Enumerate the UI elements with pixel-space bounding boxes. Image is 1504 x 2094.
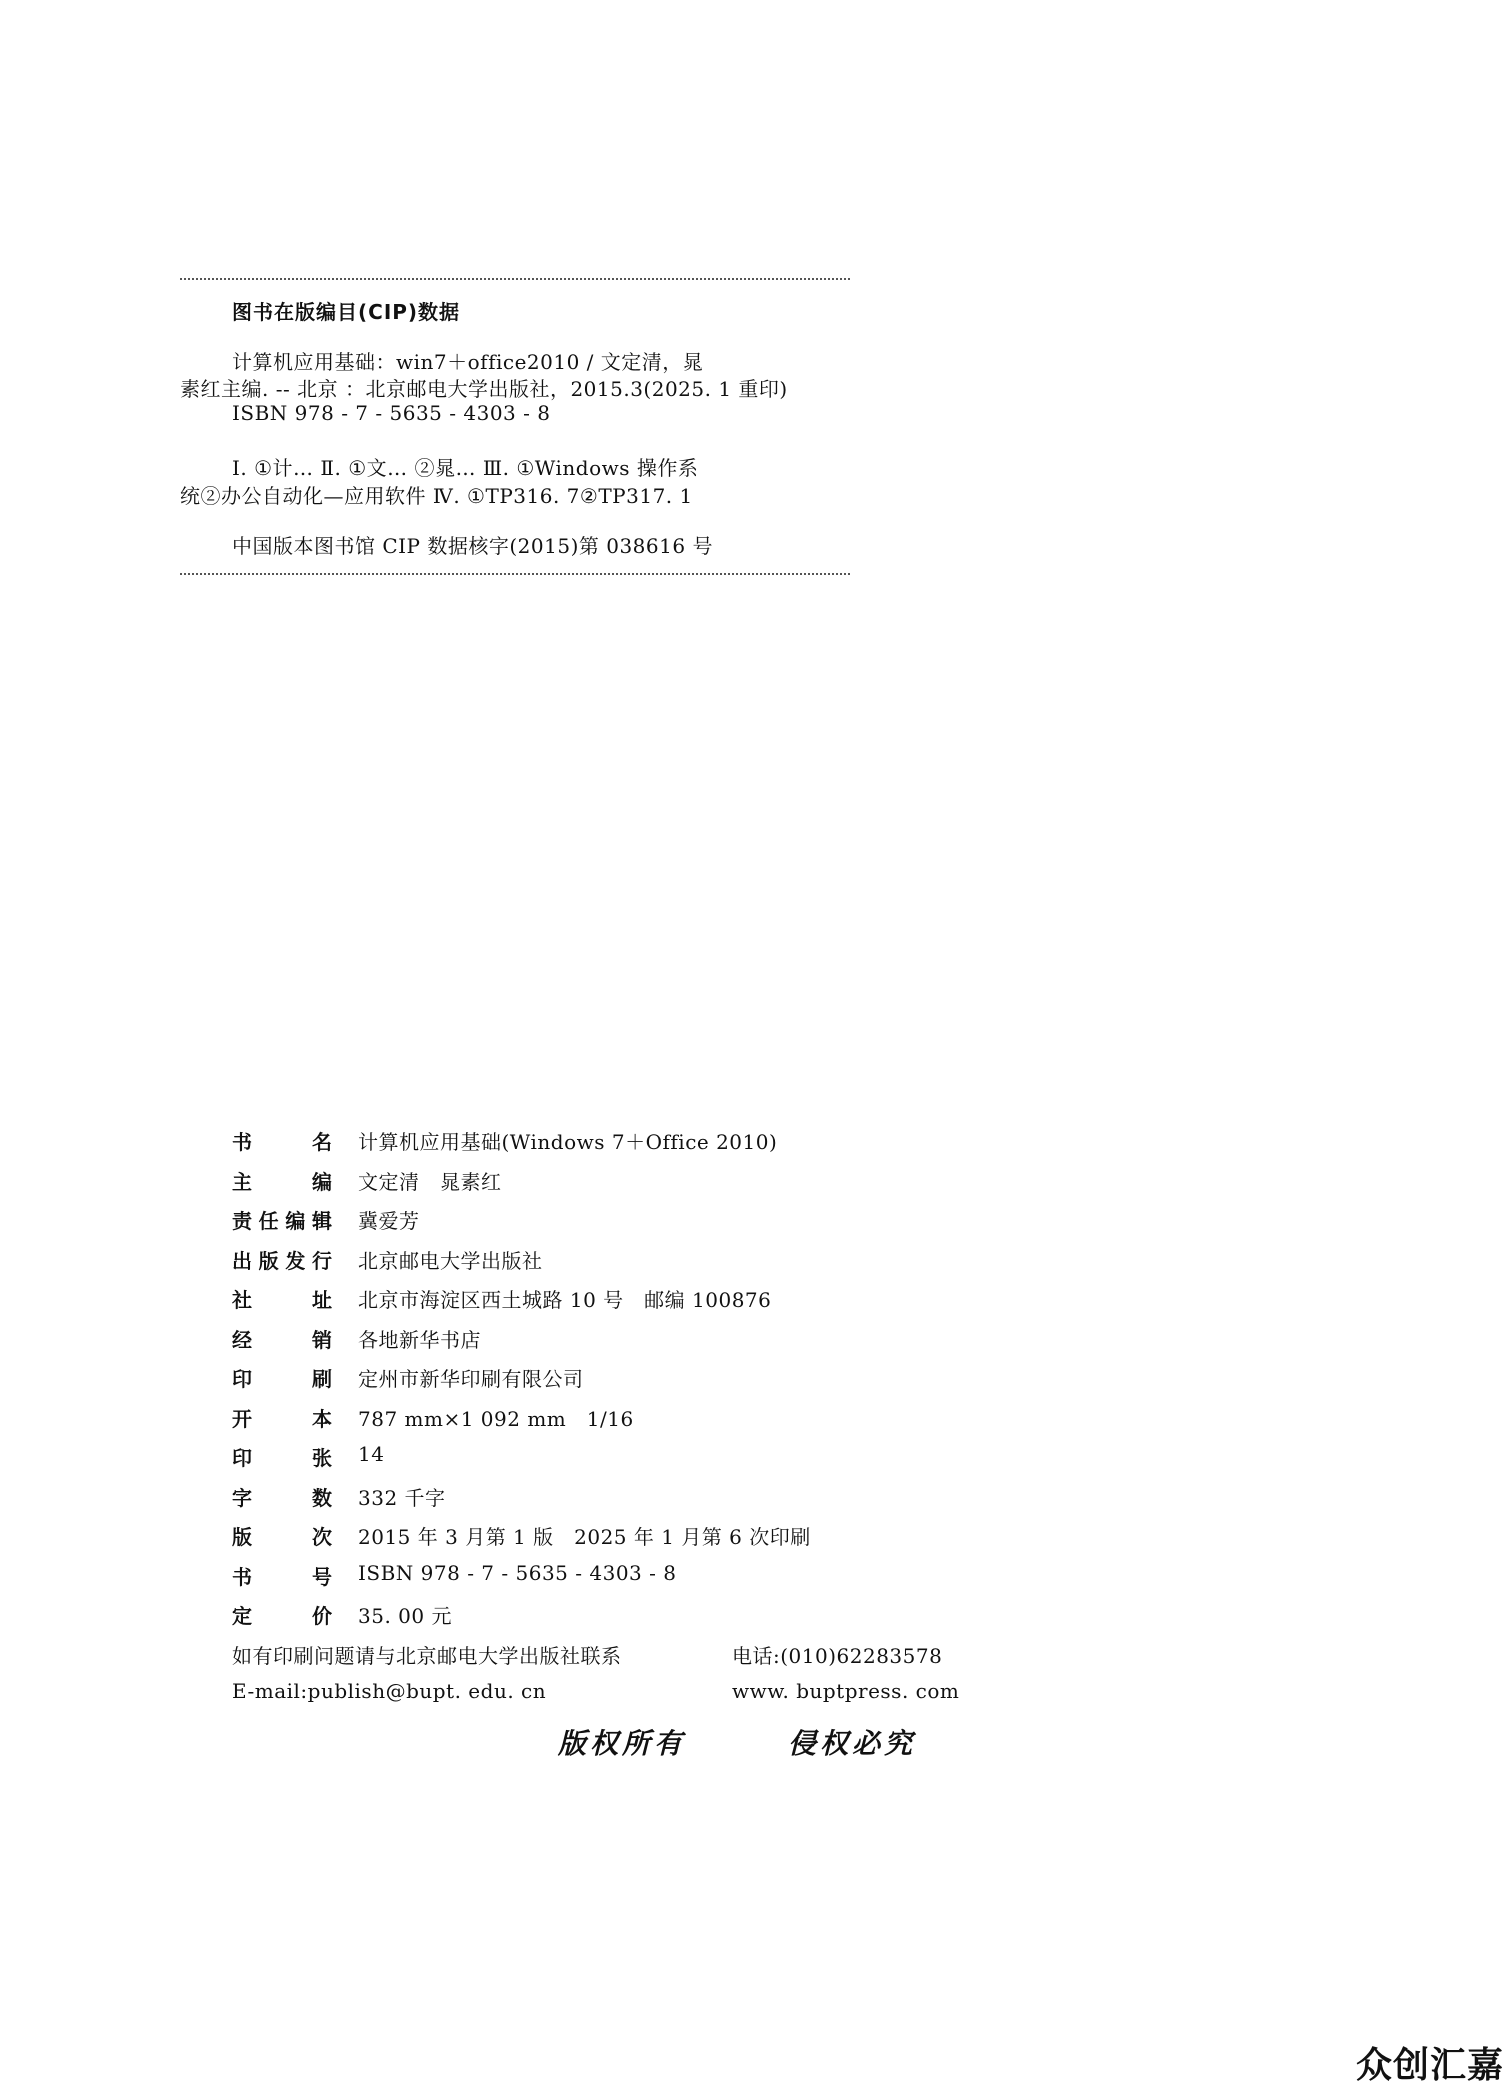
cip-data-block	[180, 270, 850, 576]
info-label: 版 次	[232, 1525, 332, 1549]
info-label: 书 号	[232, 1564, 332, 1589]
info-label: 印 刷	[232, 1367, 332, 1391]
info-value: 文定清 晁素红	[358, 1169, 502, 1194]
info-row-word-count	[232, 1476, 972, 1516]
info-row-format	[232, 1397, 972, 1437]
info-value: 332 千字	[358, 1485, 446, 1510]
info-label: 字 数	[232, 1485, 332, 1510]
info-label: 印 张	[232, 1446, 332, 1470]
cip-number-line: 中国版本图书馆 CIP 数据核字(2015)第 038616 号	[232, 534, 713, 558]
info-label: 主 编	[232, 1169, 332, 1194]
info-row-address	[232, 1278, 972, 1318]
info-value: 北京邮电大学出版社	[358, 1248, 543, 1273]
info-value: 35. 00 元	[358, 1604, 452, 1628]
info-value: 定州市新华印刷有限公司	[358, 1367, 584, 1391]
info-label: 经 销	[232, 1327, 332, 1352]
book-info-list	[232, 1120, 972, 1713]
info-label: 出 版 发 行	[232, 1248, 332, 1273]
phone-text: 电话:(010)62283578	[732, 1643, 943, 1668]
cip-bottom-divider	[180, 573, 850, 575]
info-row-price	[232, 1594, 972, 1634]
contact-row-phone	[232, 1634, 972, 1674]
info-value: 北京市海淀区西土城路 10 号 邮编 100876	[358, 1288, 772, 1312]
cip-title-line: 计算机应用基础：win7＋office2010 / 文定清，晁	[232, 350, 704, 374]
cip-top-divider	[180, 278, 850, 280]
cip-classification-line-1: Ⅰ. ①计… Ⅱ. ①文… ②晁… Ⅲ. ①Windows 操作系	[232, 456, 699, 480]
info-value: 计算机应用基础(Windows 7＋Office 2010)	[358, 1130, 778, 1154]
info-row-title	[232, 1120, 972, 1160]
contact-row-web	[232, 1673, 972, 1713]
info-label: 定 价	[232, 1604, 332, 1628]
info-value: 14	[358, 1442, 385, 1466]
info-value: 冀爱芳	[358, 1209, 420, 1233]
info-row-publisher	[232, 1239, 972, 1279]
info-row-distributor	[232, 1318, 972, 1358]
info-row-printer	[232, 1357, 972, 1397]
info-row-edition	[232, 1515, 972, 1555]
copyright-right: 侵权必究	[788, 1727, 917, 1760]
watermark-logo: 众创汇嘉	[1355, 2045, 1504, 2086]
cip-heading: 图书在版编目(CIP)数据	[232, 300, 461, 324]
info-row-isbn	[232, 1555, 972, 1595]
copyright-left: 版权所有	[558, 1727, 687, 1760]
cip-isbn-line: ISBN 978 - 7 - 5635 - 4303 - 8	[232, 401, 551, 425]
info-label: 书 名	[232, 1130, 332, 1154]
info-row-editor	[232, 1160, 972, 1200]
info-label: 社 址	[232, 1288, 332, 1312]
cip-classification-line-2: 统②办公自动化—应用软件 Ⅳ. ①TP316. 7②TP317. 1	[180, 484, 693, 508]
email-text: E-mail:publish@bupt. edu. cn	[232, 1679, 547, 1703]
info-value: 各地新华书店	[358, 1327, 481, 1352]
info-label: 开 本	[232, 1406, 332, 1431]
info-value: 787 mm×1 092 mm 1/16	[358, 1406, 634, 1431]
cip-publisher-line: 素红主编. -- 北京 ：北京邮电大学出版社，2015.3(2025. 1 重印)	[180, 377, 788, 401]
info-value: ISBN 978 - 7 - 5635 - 4303 - 8	[358, 1560, 677, 1585]
info-row-sheets	[232, 1436, 972, 1476]
info-label: 责 任 编 辑	[232, 1209, 332, 1233]
print-issue-text: 如有印刷问题请与北京邮电大学出版社联系	[232, 1643, 622, 1668]
website-text: www. buptpress. com	[732, 1679, 960, 1703]
info-row-responsible-editor	[232, 1199, 972, 1239]
info-value: 2015 年 3 月第 1 版 2025 年 1 月第 6 次印刷	[358, 1525, 811, 1549]
